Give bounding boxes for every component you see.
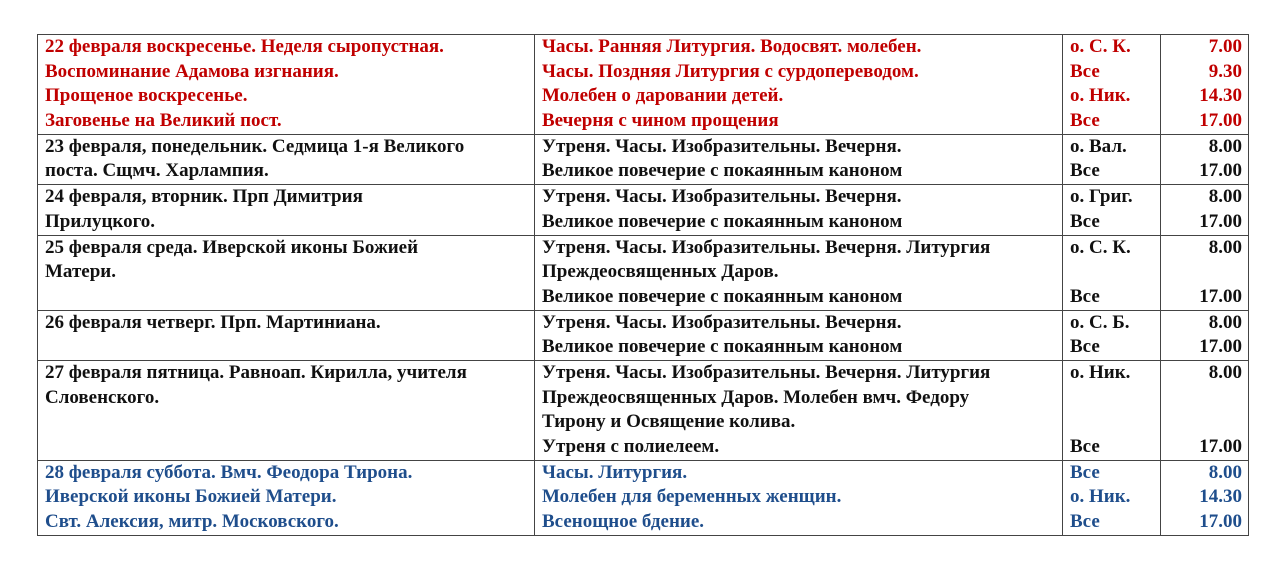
time-list-line: 17.00: [1199, 285, 1242, 307]
service-list-line: Утреня. Часы. Изобразительны. Вечерня.: [542, 186, 902, 208]
priest-list-line: о. Ник.: [1070, 486, 1131, 508]
service-list: [535, 360, 1063, 460]
time-list-line: 17.00: [1199, 110, 1242, 132]
service-list-line: Утреня. Часы. Изобразительны. Вечерня. Литургия: [542, 236, 991, 258]
day-description: [38, 235, 535, 310]
schedule-row: [38, 35, 1249, 135]
time-list: [1161, 35, 1249, 135]
day-description-line: Матери.: [45, 261, 116, 283]
day-description-line: 22 февраля воскресенье. Неделя сыропустная.: [45, 36, 444, 57]
service-list: [535, 235, 1063, 310]
service-list: [535, 185, 1063, 235]
schedule-row: [38, 310, 1249, 360]
schedule-row: [38, 460, 1249, 535]
day-description-line: Иверской иконы Божией Матери.: [45, 486, 337, 508]
priest-list-line: о. С. К.: [1070, 236, 1131, 258]
service-list-line: Преждеосвященных Даров.: [542, 261, 779, 283]
priest-list-line: о. Ник.: [1070, 85, 1131, 107]
service-list-line: Утреня. Часы. Изобразительны. Вечерня. Литургия: [542, 361, 991, 383]
priest-list-line: о. Григ.: [1070, 186, 1133, 208]
time-list: [1161, 185, 1249, 235]
service-list-line: Часы. Ранняя Литургия. Водосвят. молебен.: [542, 36, 922, 57]
time-list-line: [1168, 260, 1242, 285]
priest-list: [1063, 460, 1161, 535]
day-description-line: поста. Сщмч. Харлампия.: [45, 160, 269, 182]
priest-list-line: Все: [1070, 436, 1100, 457]
priest-list-line: [1070, 260, 1154, 285]
priest-list-line: Все: [1070, 461, 1100, 483]
priest-list: [1063, 360, 1161, 460]
time-list-line: 14.30: [1199, 85, 1242, 107]
time-list-line: 14.30: [1199, 486, 1242, 508]
priest-list: [1063, 35, 1161, 135]
service-list-line: Молебен о даровании детей.: [542, 85, 784, 107]
time-list: [1161, 134, 1249, 184]
priest-list-line: Все: [1070, 336, 1100, 358]
service-list-line: Всенощное бдение.: [542, 511, 705, 533]
priest-list-line: Все: [1070, 210, 1100, 232]
service-list-line: Утреня. Часы. Изобразительны. Вечерня.: [542, 135, 902, 157]
priest-list: [1063, 134, 1161, 184]
service-list-line: Великое повечерие с покаянным каноном: [542, 210, 903, 232]
priest-list: [1063, 310, 1161, 360]
service-list-line: Преждеосвященных Даров. Молебен вмч. Федору: [542, 386, 970, 408]
day-description-line: 28 февраля суббота. Вмч. Феодора Тирона.: [45, 461, 413, 483]
schedule-table: [37, 34, 1249, 536]
service-list-line: Вечерня с чином прощения: [542, 110, 779, 132]
day-description: [38, 35, 535, 135]
priest-list-line: о. Ник.: [1070, 361, 1131, 383]
time-list-line: 8.00: [1208, 311, 1242, 333]
day-description-line: 27 февраля пятница. Равноап. Кирилла, учителя: [45, 361, 467, 383]
service-list-line: Утреня. Часы. Изобразительны. Вечерня.: [542, 311, 902, 333]
day-description-line: Словенского.: [45, 386, 160, 408]
day-description-line: 25 февраля среда. Иверской иконы Божией: [45, 236, 419, 258]
day-description: [38, 310, 535, 360]
day-description: [38, 185, 535, 235]
service-list-line: Часы. Литургия.: [542, 461, 688, 483]
day-description: [38, 360, 535, 460]
service-list: [535, 460, 1063, 535]
service-list-line: Великое повечерие с покаянным каноном: [542, 336, 903, 358]
day-description-line: Воспоминание Адамова изгнания.: [45, 60, 339, 82]
day-description-line: 24 февраля, вторник. Прп Димитрия: [45, 186, 363, 208]
schedule-body: [38, 35, 1249, 536]
priest-list-line: Все: [1070, 285, 1100, 307]
time-list-line: 9.30: [1208, 60, 1242, 82]
priest-list: [1063, 235, 1161, 310]
time-list-line: 8.00: [1208, 186, 1242, 208]
priest-list-line: Все: [1070, 110, 1100, 132]
time-list-line: 17.00: [1199, 511, 1242, 533]
schedule-row: [38, 235, 1249, 310]
time-list-line: [1168, 386, 1242, 411]
priest-list-line: о. С. К.: [1070, 36, 1131, 57]
priest-list-line: Все: [1070, 60, 1100, 82]
schedule-row: [38, 134, 1249, 184]
time-list-line: 8.00: [1208, 135, 1242, 157]
service-list-line: Великое повечерие с покаянным каноном: [542, 285, 903, 307]
day-description-line: Прощеное воскресенье.: [45, 85, 248, 107]
day-description-line: 26 февраля четверг. Прп. Мартиниана.: [45, 311, 381, 333]
time-list-line: 17.00: [1199, 160, 1242, 182]
priest-list-line: Все: [1070, 511, 1100, 533]
service-list: [535, 134, 1063, 184]
time-list-line: 17.00: [1199, 436, 1242, 457]
day-description: [38, 460, 535, 535]
time-list-line: 8.00: [1208, 361, 1242, 383]
service-list-line: Утреня с полиелеем.: [542, 436, 720, 457]
priest-list-line: Все: [1070, 160, 1100, 182]
time-list-line: [1168, 410, 1242, 435]
service-list-line: Молебен для беременных женщин.: [542, 486, 842, 508]
time-list: [1161, 460, 1249, 535]
service-list-line: Великое повечерие с покаянным каноном: [542, 160, 903, 182]
priest-list: [1063, 185, 1161, 235]
service-list-line: Тирону и Освящение колива.: [542, 411, 796, 433]
priest-list-line: о. Вал.: [1070, 135, 1127, 157]
schedule-row: [38, 185, 1249, 235]
day-description-line: 23 февраля, понедельник. Седмица 1-я Великого: [45, 135, 465, 157]
day-description-line: Свт. Алексия, митр. Московского.: [45, 511, 339, 533]
service-list: [535, 310, 1063, 360]
day-description: [38, 134, 535, 184]
time-list: [1161, 360, 1249, 460]
priest-list-line: о. С. Б.: [1070, 311, 1130, 333]
day-description-line: Заговенье на Великий пост.: [45, 110, 282, 132]
time-list-line: 8.00: [1208, 461, 1242, 483]
priest-list-line: [1070, 386, 1154, 411]
service-list-line: Часы. Поздняя Литургия с сурдопереводом.: [542, 60, 919, 82]
day-description-line: Прилуцкого.: [45, 210, 156, 232]
time-list-line: 17.00: [1199, 336, 1242, 358]
schedule-row: [38, 360, 1249, 460]
time-list-line: 7.00: [1208, 36, 1242, 57]
time-list: [1161, 310, 1249, 360]
time-list-line: 8.00: [1208, 236, 1242, 258]
priest-list-line: [1070, 410, 1154, 435]
service-list: [535, 35, 1063, 135]
time-list: [1161, 235, 1249, 310]
time-list-line: 17.00: [1199, 210, 1242, 232]
